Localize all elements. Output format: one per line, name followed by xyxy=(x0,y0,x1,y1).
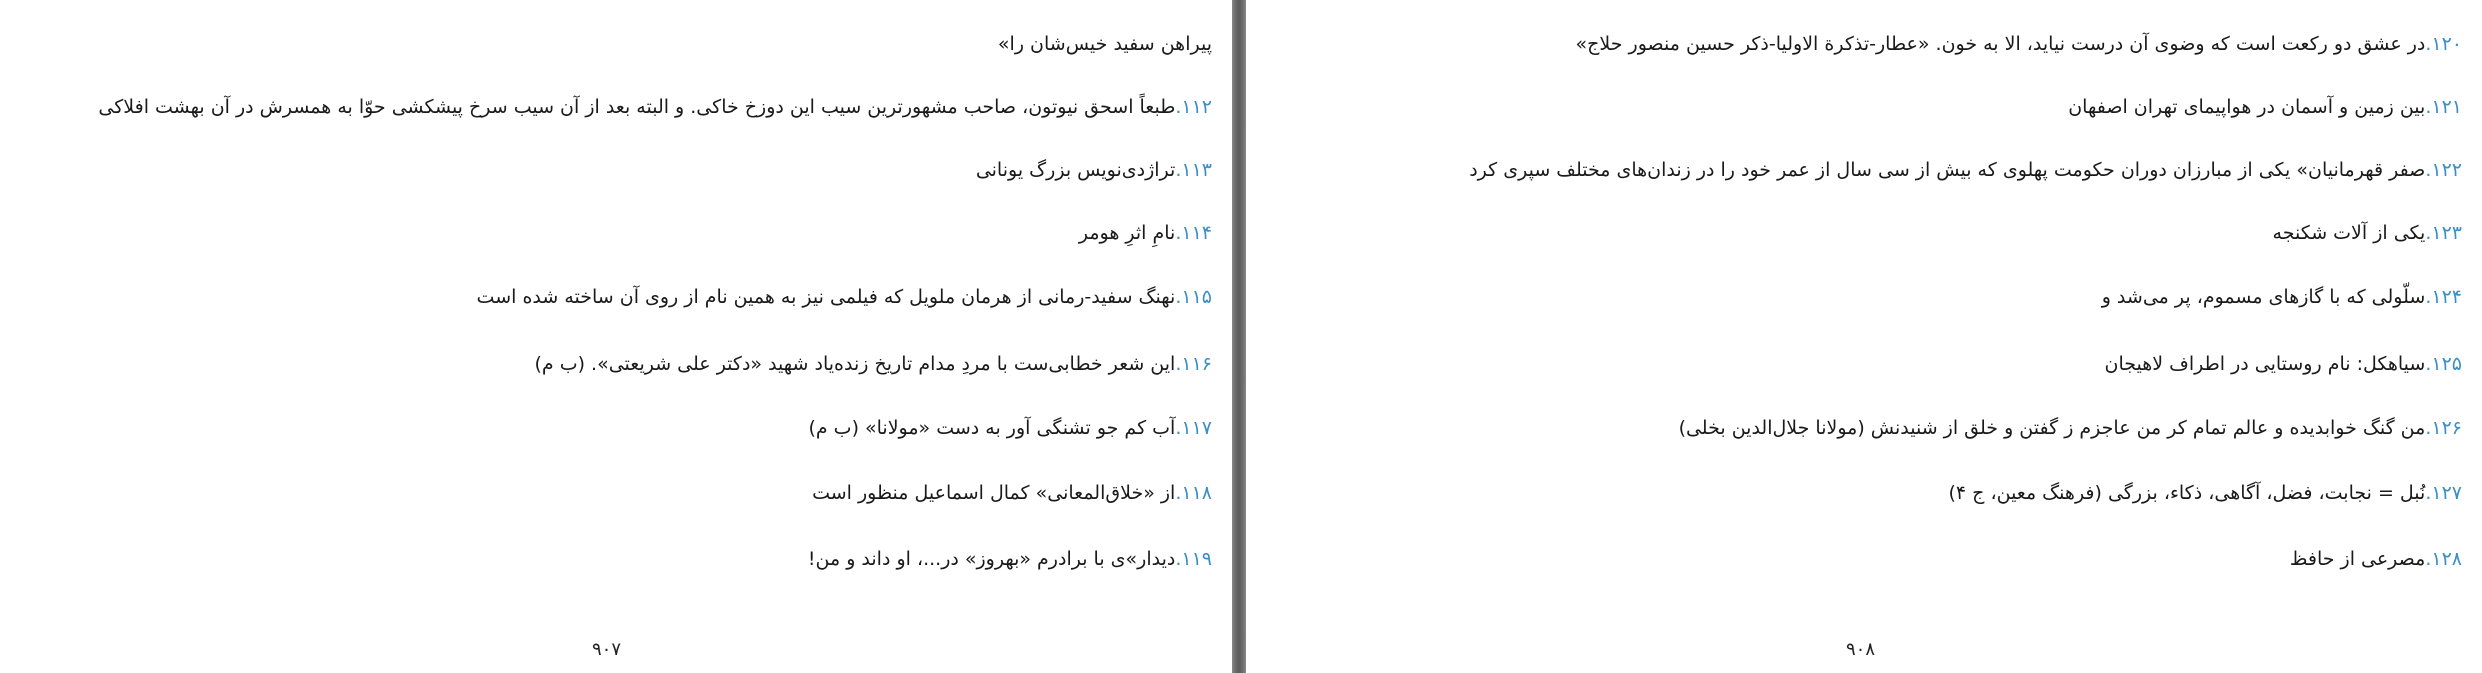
note-text: نامِ اثرِ هومر xyxy=(1078,222,1176,244)
note-text: نُبل = نجابت، فضل، آگاهی، ذکاء، بزرگی (فرهنگ معین، ج ۴) xyxy=(1948,482,2426,504)
note-119 xyxy=(808,545,1212,573)
note-number: ۱۲۰. xyxy=(2425,33,2462,55)
note-125 xyxy=(2105,350,2462,378)
note-number: ۱۱۴. xyxy=(1175,222,1212,244)
page-number: ۹۰۸ xyxy=(1846,639,1876,660)
note-number: ۱۱۵. xyxy=(1175,286,1212,308)
note-124 xyxy=(2102,283,2462,311)
note-text: مصرعی از حافظ xyxy=(2289,548,2426,570)
note-text: در عشق دو رکعت است که وضوی آن درست نیاید، الا به خون. «عطار-تذکرة الاولیا-ذکر حسین منصور حلاج» xyxy=(1575,33,2426,55)
note-123 xyxy=(2273,219,2462,247)
note-114 xyxy=(1079,219,1212,247)
note-number: ۱۲۷. xyxy=(2425,482,2462,504)
note-text: نهنگ سفید-رمانی از هرمان ملویل که فیلمی نیز به همین نام از روی آن ساخته شده است xyxy=(476,286,1176,308)
note-128 xyxy=(2290,545,2462,573)
note-120 xyxy=(1576,30,2462,58)
note-116 xyxy=(535,350,1213,378)
note-number: ۱۲۵. xyxy=(2425,353,2462,375)
note-text: تراژدی‌نویس بزرگ یونانی xyxy=(975,159,1176,181)
note-number: ۱۲۸. xyxy=(2425,548,2462,570)
note-117 xyxy=(808,414,1212,442)
note-text: طبعاً اسحق نیوتون، صاحب مشهورترین سیب این دوزخ خاکی. و البته بعد از آن سیب سرخ پیشکشی حوّا به همسرش در آن بهشت افلاکی xyxy=(98,96,1176,118)
note-text: بین زمین و آسمان در هواپیمای تهران اصفهان xyxy=(2068,96,2426,118)
note-number: ۱۲۴. xyxy=(2425,286,2462,308)
note-text: سیاهکل: نام روستایی در اطراف لاهیجان xyxy=(2104,353,2426,375)
note-number: ۱۱۸. xyxy=(1175,482,1212,504)
note-text: دیدار»ی با برادرم «بهروز» در...، او داند و من! xyxy=(807,548,1176,570)
page-left xyxy=(0,0,1232,673)
note-number: ۱۲۲. xyxy=(2425,159,2462,181)
note-number: ۱۱۹. xyxy=(1175,548,1212,570)
note-number: ۱۱۶. xyxy=(1175,353,1212,375)
note-126 xyxy=(1679,414,2462,442)
note-number: ۱۲۱. xyxy=(2425,96,2462,118)
page-divider xyxy=(1232,0,1246,673)
page-right xyxy=(1246,0,2482,673)
note-text: پیراهن سفید خیس‌شان را» xyxy=(997,33,1212,55)
note-number: ۱۲۶. xyxy=(2425,417,2462,439)
note-112 xyxy=(98,93,1212,121)
note-number: ۱۱۲. xyxy=(1175,96,1212,118)
note-127 xyxy=(1948,479,2462,507)
note-122 xyxy=(1469,156,2462,184)
note-115 xyxy=(477,283,1212,311)
note-number: ۱۱۷. xyxy=(1175,417,1212,439)
note-text: صفر قهرمانیان» یکی از مبارزان دوران حکومت پهلوی که بیش از سی سال از عمر خود را در زندان‌های مختلف سپری کرد xyxy=(1469,159,2426,181)
page-number: ۹۰۷ xyxy=(592,639,622,660)
note-113 xyxy=(976,156,1212,184)
note-text: یکی از آلات شکنجه xyxy=(2272,222,2426,244)
note-text: من گنگ خوابدیده و عالم تمام کر من عاجزم ز گفتن و خلق از شنیدنش (مولانا جلال‌الدین بخلی) xyxy=(1678,417,2426,439)
note-121 xyxy=(2068,93,2462,121)
note-text: از «خلاق‌المعانی» کمال اسماعیل منظور است xyxy=(812,482,1176,504)
note-number: ۱۱۳. xyxy=(1175,159,1212,181)
note-text: این شعر خطابی‌ست با مردِ مدام تاریخ زنده‌یاد شهید «دکتر علی شریعتی». (ب م) xyxy=(534,353,1176,375)
note-118 xyxy=(812,479,1212,507)
note-number: ۱۲۳. xyxy=(2425,222,2462,244)
note-continuation xyxy=(998,30,1212,58)
note-text: سلّولی که با گازهای مسموم، پر می‌شد و xyxy=(2101,286,2426,308)
note-text: آب کم جو تشنگی آور به دست «مولانا» (ب م) xyxy=(808,417,1176,439)
